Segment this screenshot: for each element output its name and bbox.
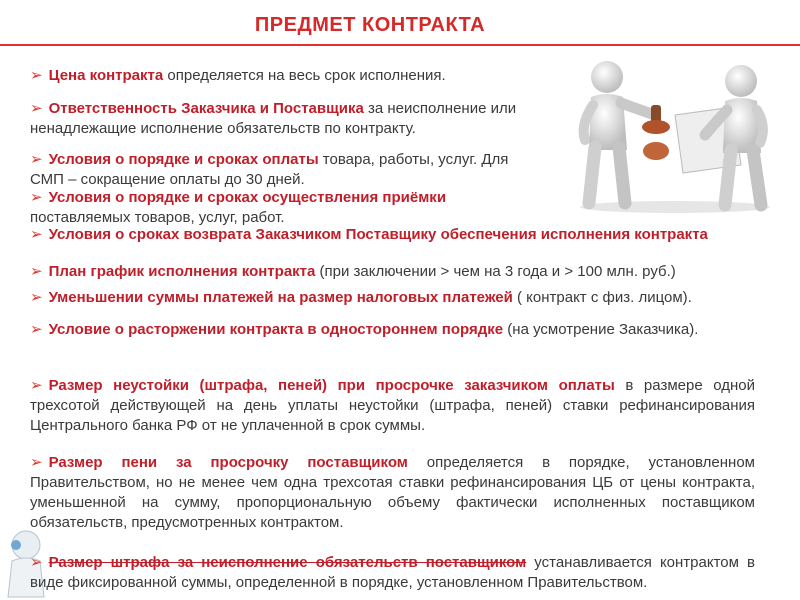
arrow-bullet-icon: ➢ [30, 100, 43, 117]
arrow-bullet-icon: ➢ [30, 226, 43, 243]
arrow-bullet-icon: ➢ [30, 554, 43, 571]
list-item: ➢ Размер штрафа за неисполнение обязательств поставщиком устанавливается контрактом в виде фиксированной суммы, определенной в порядке, установленном Правительством. [30, 554, 755, 591]
list-item: ➢ Условия о порядке и сроках оплаты товара, работы, услуг. Для СМП – сокращение оплаты до 30 дней. [30, 151, 509, 188]
title-divider [0, 44, 800, 46]
figures-stamping-document-icon [555, 55, 795, 215]
arrow-bullet-icon: ➢ [30, 321, 43, 338]
arrow-bullet-icon: ➢ [30, 189, 43, 206]
list-item: ➢ Размер пени за просрочку поставщиком определяется в порядке, установленном Правительством, но не менее чем одна трехсотая ставки рефинансирования ЦБ от цены контракта, уменьшенной на сумму, пропорциональную объему фактически исполненных поставщиком обязательств, предусмотренных контрактом. [30, 454, 755, 531]
list-item: ➢ Уменьшении суммы платежей на размер налоговых платежей ( контракт с физ. лицом). [30, 289, 692, 306]
list-item: ➢ Условия о сроках возврата Заказчиком Поставщику обеспечения исполнения контракта [30, 226, 708, 243]
arrow-bullet-icon: ➢ [30, 454, 43, 471]
list-item: ➢ Размер неустойки (штрафа, пеней) при просрочке заказчиком оплаты в размере одной трехсотой действующей на день уплаты неустойки (штрафа, пеней) ставки рефинансирования Центрального банка РФ от не уплаченной в срок суммы. [30, 377, 755, 434]
arrow-bullet-icon: ➢ [30, 67, 43, 84]
arrow-bullet-icon: ➢ [30, 377, 43, 394]
list-item: ➢ Ответственность Заказчика и Поставщика за неисполнение или ненадлежащие исполнение обязательств по контракту. [30, 100, 517, 137]
list-item: ➢ Цена контракта определяется на весь срок исполнения. [30, 67, 446, 84]
page-title: ПРЕДМЕТ КОНТРАКТА [254, 14, 486, 36]
arrow-bullet-icon: ➢ [30, 151, 43, 168]
list-item: ➢ Условия о порядке и сроках осуществления приёмки поставляемых товаров, услуг, работ. [30, 189, 447, 226]
arrow-bullet-icon: ➢ [30, 263, 43, 280]
arrow-bullet-icon: ➢ [30, 289, 43, 306]
list-item: ➢ План график исполнения контракта (при заключении > чем на 3 года и > 100 млн. руб.) [30, 263, 676, 280]
list-item: ➢ Условие о расторжении контракта в одностороннем порядке (на усмотрение Заказчика). [30, 321, 699, 338]
